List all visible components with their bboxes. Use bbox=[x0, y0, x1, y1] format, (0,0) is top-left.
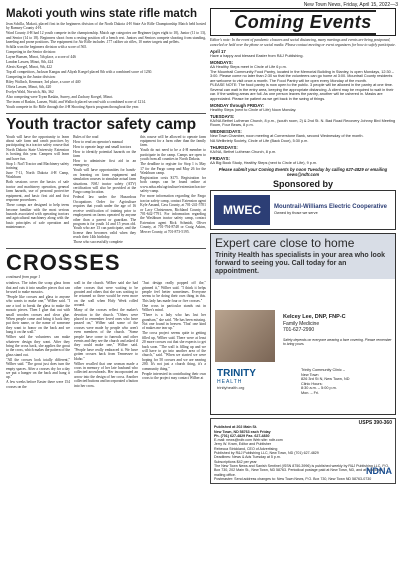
event-item: New Town Chamber, noon meeting at Cornerstone Bank, second Wednesday of the month. bbox=[210, 134, 364, 138]
doctor-name: Kelcey Lee, DNP, FNP-C bbox=[283, 314, 346, 320]
doctor-info bbox=[283, 314, 393, 334]
publisher-line: Deadlines: News & Ads Tuesday at 5 p.m. bbox=[214, 455, 281, 460]
tractor-article bbox=[6, 117, 206, 246]
event-section-title: FRIDAYS: bbox=[210, 155, 230, 161]
sponsored-by-label: Sponsored by bbox=[272, 179, 333, 189]
tractor-paragraph: Those who successfully complete bbox=[73, 240, 123, 245]
editor-note: Editor's note: In the event of pandemic closures and social distancing, many meetings and events are being postponed, canceled or held over the phone or social media. Please contact meeting or event organizers for how to safely participate. bbox=[210, 38, 396, 47]
ad-disclaimer: Safety depends on everyone wearing a face covering. Please remember to bring yours. bbox=[283, 338, 392, 346]
makoti-paragraph: Riley Walloch, Kenmare, 3rd place, a score of 440 bbox=[6, 80, 81, 85]
sponsor-name: Mountrail-Williams Electric Cooperative bbox=[274, 204, 387, 211]
tractor-paragraph: How to operate large and small tractors bbox=[73, 144, 132, 149]
event-item: Have a happy and blessed Easter from R&J Publishing. bbox=[210, 54, 304, 58]
crosses-paragraph: "People like crosses and glass to anyone who wants to make one," Wilber said. "I use a tool to break the glass to make the mosaic pieces. Then I glue that out with small wooden crosses and clear glue. When people come and bring it back they put their name, or the name of someone they want to honor on the back and we hang it on the wall." bbox=[6, 294, 70, 335]
clinic-line: Clinic Hours: bbox=[301, 381, 323, 386]
tractor-paragraph: Youth will have opportunities for hands-on learning on farm equipment and simulation courses to simulate actual farm situations. NSU tractor safety (ATV) certification will also be provided at the Fargo camp location. bbox=[73, 168, 137, 195]
usps-number: USPS 390-360 bbox=[358, 420, 392, 426]
event-item: Healthy Steps (next to Circle of Life) Noon Monday. bbox=[210, 107, 297, 112]
clinic-line: New Town bbox=[301, 372, 319, 377]
tractor-column-2 bbox=[73, 135, 136, 246]
makoti-paragraph: Jean Schilla, Makoti, placed first in the beginners division of the North Dakota 4-H State Air Rifle Championship Match held hosted by Ramsey County 4-H. bbox=[6, 22, 206, 31]
sponsor-ad[interactable] bbox=[210, 190, 396, 230]
crosses-paragraph: The cross project seems quite to getting filled up, Wilber said. There were at least 20 more crosses out that she expects to get back soon. "The wall is filling up and we will have to go into another area of the church," said. "When we started we were hoping for 50 crosses and we are nearing 200. It's not just a church thing, it's a community thing." bbox=[142, 331, 206, 371]
sponsor-tagline: Owned by those we serve bbox=[274, 211, 318, 216]
makoti-paragraph: Competing in the Junior division: bbox=[6, 75, 56, 80]
makoti-paragraph: Olivia Lassen, Minot, 6th, 420 bbox=[6, 85, 52, 90]
tractor-headline: Youth tractor safety camp bbox=[6, 115, 197, 133]
crosses-paragraph: Wilber recalled that one woman made a cross in memory of her late husband who collected arrowheads. Her incorporated an arrow into the design of her cross. Another collected buttons and incorporated a button into her cross. bbox=[74, 361, 138, 388]
makoti-paragraph: Landon Lassen, Minot, 8th, 424 bbox=[6, 60, 54, 65]
event-section-title: WEDNESDAYS: bbox=[210, 129, 242, 134]
publisher-line: Published by R&J Publishing LLC, New Town, ND (701) 627-4829 bbox=[214, 451, 319, 456]
trinity-headline: Expert care close to home bbox=[215, 236, 355, 250]
tractor-paragraph: June 7-11, North Dakota 4-H Camp, Washburn bbox=[6, 171, 70, 180]
tractor-paragraph: Rules of the road bbox=[73, 134, 99, 139]
crosses-paragraph: "There is a lady who has lost her grandson," she said. "He has been missing. Not one found in heaven. 'That' one kind of makes me tear up." bbox=[142, 313, 206, 331]
clinic-info bbox=[301, 368, 393, 396]
event-section-title: TUESDAYS: bbox=[210, 113, 235, 119]
tractor-column-1 bbox=[6, 135, 69, 246]
divider bbox=[6, 113, 206, 114]
tractor-paragraph: For more information regarding the Fargo tractor safety camp, contact Extension agent Kyle Aasand, Cass County, at 701-241-5701 or Lacy Christensen, Richland County, at 701-642-7791. For information regarding the Washburn tractor safety camp, contact Extension agent Rick Schmidt, Oliver County, at 701-794-8748 or Craig Askim, Mercer County, at 701-873-5195. bbox=[140, 194, 206, 234]
publisher-line: New Town, ND 58763 each Friday bbox=[214, 429, 271, 434]
tractor-paragraph: How to read an operator's manual bbox=[73, 139, 123, 144]
crosses-paragraph: "Just design really popped off the," grinned it," Wilber said. "I think it helps people feel better sometimes. Everyone seems to be doing their own thing in this. This lady has made four or five crosses." bbox=[142, 281, 206, 303]
tractor-paragraph: The deadline to register for Stop 1 is May 17 for the Fargo camp and May 26 for the Washburn camp. bbox=[140, 162, 206, 176]
right-column bbox=[210, 8, 396, 484]
crosses-paragraph: One cross in particular stands out in Wilber's mind. bbox=[142, 303, 206, 313]
event-section-title: THURSDAYS: bbox=[210, 144, 238, 150]
continued-label: continued from page 1 bbox=[6, 275, 41, 280]
coming-events-title: Coming Events bbox=[230, 10, 376, 35]
submit-note: Please submit your Coming Events by noon Tuesday by calling 627-4829 or emailing news@ndtr.com bbox=[218, 167, 388, 177]
makoti-paragraph: Youth compete in Air Rifle through the 4-H Shooting Sports program throughout the year. bbox=[6, 105, 139, 110]
publisher-line: Jerry W. Kram, Editor and Publisher bbox=[214, 442, 272, 447]
makoti-article bbox=[6, 8, 206, 110]
clinic-line: 826 3rd St N, New Town, ND bbox=[301, 377, 350, 382]
crosses-headline: CROSSES bbox=[6, 250, 121, 276]
makoti-paragraph: Schilla won the beginners division with a score of 565. bbox=[6, 45, 88, 50]
tractor-paragraph: How to identify potential hazards on the farm bbox=[73, 149, 137, 159]
tractor-paragraph: Stop 1: Nat'l Tractor and Machinery safety training bbox=[6, 161, 70, 171]
masthead-date: New Town News, Friday, April 15, 2022—3 bbox=[303, 2, 398, 8]
tractor-paragraph: this course will be allowed to operate farm equipment for a farm other than the family farm. bbox=[140, 134, 206, 148]
clinic-line: 8:30 a.m. – 5:00 p.m. bbox=[301, 386, 337, 391]
crosses-column-3 bbox=[142, 281, 206, 390]
coming-events-banner bbox=[210, 8, 396, 36]
event-item: PLEASE NOTE: The food pantry is now open to the public. 3 people will be allowed in the pantry at one time. Several can wait in the entry area, keeping the appropriate distancing. A client may be required to wait in their car. If the waiting areas are full. As one person leaves the pantry, another will be ushered in. Masks are appreciated. Please be patient as we get back in the swing of things. bbox=[210, 83, 394, 101]
makoti-headline: Makoti youth wins state rifle match bbox=[6, 8, 198, 20]
divider bbox=[6, 248, 206, 249]
mwec-logo: MWEC bbox=[214, 195, 270, 225]
publisher-line: E-mail: news@ndtr.com Web site: ndtr.com bbox=[214, 438, 283, 443]
makoti-paragraph: The team of Raskin, Lassen, Wald, and Walloch placed second with a combined score of 1214. bbox=[6, 100, 146, 105]
publisher-line: Rebecca Strickland, CEO of Advertising bbox=[214, 446, 278, 451]
tractor-paragraph: Registration costs $175. Registration for both camps can be found online at www.ndsu.edu/agriculture/extension/tractor-safety-camp. bbox=[140, 176, 206, 194]
tractor-paragraph: Youth do not need to be a 4-H member to participate in the camp. Camps are open to youth from all counties in North Dakota. bbox=[140, 148, 206, 162]
trinity-health-ad[interactable] bbox=[210, 233, 396, 415]
event-item: KA/NA, Bethel Lutheran Church, 8 p.m. bbox=[210, 149, 277, 154]
tractor-paragraph: Both sessions cover the basics of safe tractor and machinery operation, general farm hazards, use of personal protective equipment, and basic first aid and first response procedures. bbox=[6, 180, 70, 203]
makoti-paragraph: Layne Bunsen, Minot, 5th place, a score of 446 bbox=[6, 55, 76, 60]
crosses-paragraph: A few weeks before Easter there were 154 crosses on the bbox=[6, 380, 70, 389]
publisher-line: The New Town News and Sanish Sentinel (ISSN 8750-3996) is published weekly by R&J Publishing LLC, P.O. Box 730, 202 Main St., New Town, ND 58763. Periodical postage paid at New Town, ND, and at additional mailing office. bbox=[214, 463, 390, 477]
event-item: The Mountrail Community Food Pantry, located in the Memorial Building in Stanley, is open Mondays, 12:30 – 3:00. Please come no later than 2:30 so that the volunteers can go home at 3:00. Mountrail County residents are welcome to visit once a month. The Food Pantry will be open every Monday of the month. bbox=[210, 69, 394, 83]
crosses-paragraph: Wilber said the volunteers can make whatever design they want. After they bring the cross back, she applies the grout to the cross, which makes the pattern of the glass stand out. bbox=[6, 335, 71, 357]
makoti-paragraph: Top all competitors, Jackson Kangas and Aliyah Koegel placed 8th with a combined score of 1230. bbox=[6, 70, 153, 75]
trinity-subhead: Trinity Health has specialists in your area who look forward to seeing you. Call today for an appointment. bbox=[215, 252, 385, 275]
event-item: NA Wellbriety Society, Circle of Life (Back Door), 5:30 p.m. bbox=[210, 138, 309, 143]
events-list bbox=[210, 49, 396, 165]
doctor-title: Family Medicine bbox=[283, 320, 320, 327]
tractor-paragraph: These camps are designed to help teens become familiar with the most serious hazards associated with operating tractors and agricultural machinery along with the basic principles of safe operation and maintenance. bbox=[6, 203, 70, 230]
makoti-body bbox=[6, 22, 206, 110]
crosses-paragraph: People interested in contributing their own cross to the project may contact Wilber at bbox=[142, 371, 206, 381]
doctor-photo bbox=[215, 310, 275, 362]
ndna-logo: NDNA bbox=[366, 466, 392, 477]
crosses-paragraph: windows. The tubes the scrap glass from that and cuts it into smaller pieces that can be used to make mosaics. bbox=[6, 281, 70, 294]
tractor-paragraph: Youth will have the opportunity to learn about safe farm and ranch practices by participating in a tractor safety course that North Dakota State University Extension is hosting this year. Campers will learn and have fun. bbox=[6, 134, 70, 161]
event-item: KA/NA Bethel Lutheran Church, 8 p.m., (south room, 2) & 2nd St. N. Bad Road Recovery Johnny Bird Meeting Room, Four Bears, 8 p.m. bbox=[210, 118, 396, 127]
tractor-column-3 bbox=[140, 135, 206, 246]
event-item: AA Healthy Steps meet in Circle of Life 6 p.m. bbox=[210, 65, 287, 69]
event-section-title: April 17 bbox=[210, 49, 226, 54]
publisher-box-wrap bbox=[210, 418, 396, 484]
logo-word-trinity: TRINITY bbox=[217, 368, 256, 379]
event-section-title: MONDAY through FRIDAY: bbox=[210, 102, 264, 108]
doctor-phone: 701-627-2990 bbox=[283, 327, 315, 333]
event-item: AA Big Book Study, Healthy Steps (next to Circle of Life), 9 p.m. bbox=[210, 160, 318, 165]
makoti-paragraph: Evelyn Wald, Norwich, 8th, 362 bbox=[6, 90, 54, 95]
tractor-paragraph: How to administer first aid in an emergency bbox=[73, 159, 137, 168]
logo-word-health: HEALTH bbox=[217, 379, 243, 385]
clinic-line: Trinity Community Clinic – bbox=[301, 368, 345, 372]
crosses-paragraph: "All the crosses look totally different," Wilber said. "The grout just does turn the empty spaces. After a crosses dry for a day we put a hanger on the back and hang it up." bbox=[6, 357, 70, 380]
crosses-paragraph: wall in the church. Wilber said she had other crosses that were waiting to be grouted and others that she was waiting to be returned so there would be even more on the wall when Holy Week rolled around. bbox=[74, 281, 138, 308]
logo-website[interactable]: trinityhealth.org bbox=[217, 385, 245, 390]
publisher-line: Subscriptions $42 per year bbox=[214, 459, 257, 464]
clinic-line: Mon. – Fri. bbox=[301, 390, 320, 395]
publisher-line: Postmaster: Send address changes to: New Town News, P.O. Box 730, New Town ND 58763-0730 bbox=[214, 476, 372, 481]
crosses-column-2 bbox=[74, 281, 138, 390]
left-column bbox=[6, 8, 206, 390]
event-section-title: MONDAYS: bbox=[210, 60, 233, 65]
crosses-column-1 bbox=[6, 281, 70, 390]
publisher-line: Published at 202 Main St. bbox=[214, 425, 258, 430]
makoti-paragraph: Alexis Koegel, Minot, 9th, 422 bbox=[6, 65, 52, 70]
publisher-line: Ph. (701) 627-4829 Fax. 627-4830 bbox=[214, 433, 270, 438]
crosses-article bbox=[6, 252, 206, 390]
makoti-paragraph: Ward County 4-H had 12 youth compete in the championship. Match age categories are Beginner (ages eight to 10), Junior (11 to 13), and Senior (14 to 18). Beginners shoot from a resting position off a bench rest. Juniors and Seniors compete shooting from standing, kneeling and prone positions. The equipment for Air Rifle includes .177 caliber air rifles, 10 meter targets and pellets. bbox=[6, 31, 206, 45]
makoti-paragraph: Also competing were Tryan Raskin, Surrey, and Zachary Koegel, Minot. bbox=[6, 95, 114, 100]
trinity-logo bbox=[217, 368, 287, 390]
makoti-paragraph: Competing in the Senior division: bbox=[6, 50, 56, 55]
crosses-paragraph: Many of the crosses reflect the maker's devotion to the church. "Others were placed to remember loved ones who have passed on," Wilber said some of the crosses were made by people who aren't even members of the church. "Some people have come to funerals and other events and they see the church and asked if they could make one," Wilber said. "People have really embraced it. We have gotten crosses back from Tennessee to Idaho." bbox=[74, 308, 138, 361]
tractor-paragraph: Federal law under the Hazardous Occupations Order for Agriculture requires that youth under the age of 16 receive certification of training prior to employment on farms operated by anyone other than a parent or guardian. The program is for youth 14 and 15 years old. Youth who are 13 can participate, and the license then becomes valid when they reach their 14th birthday. bbox=[73, 195, 137, 240]
